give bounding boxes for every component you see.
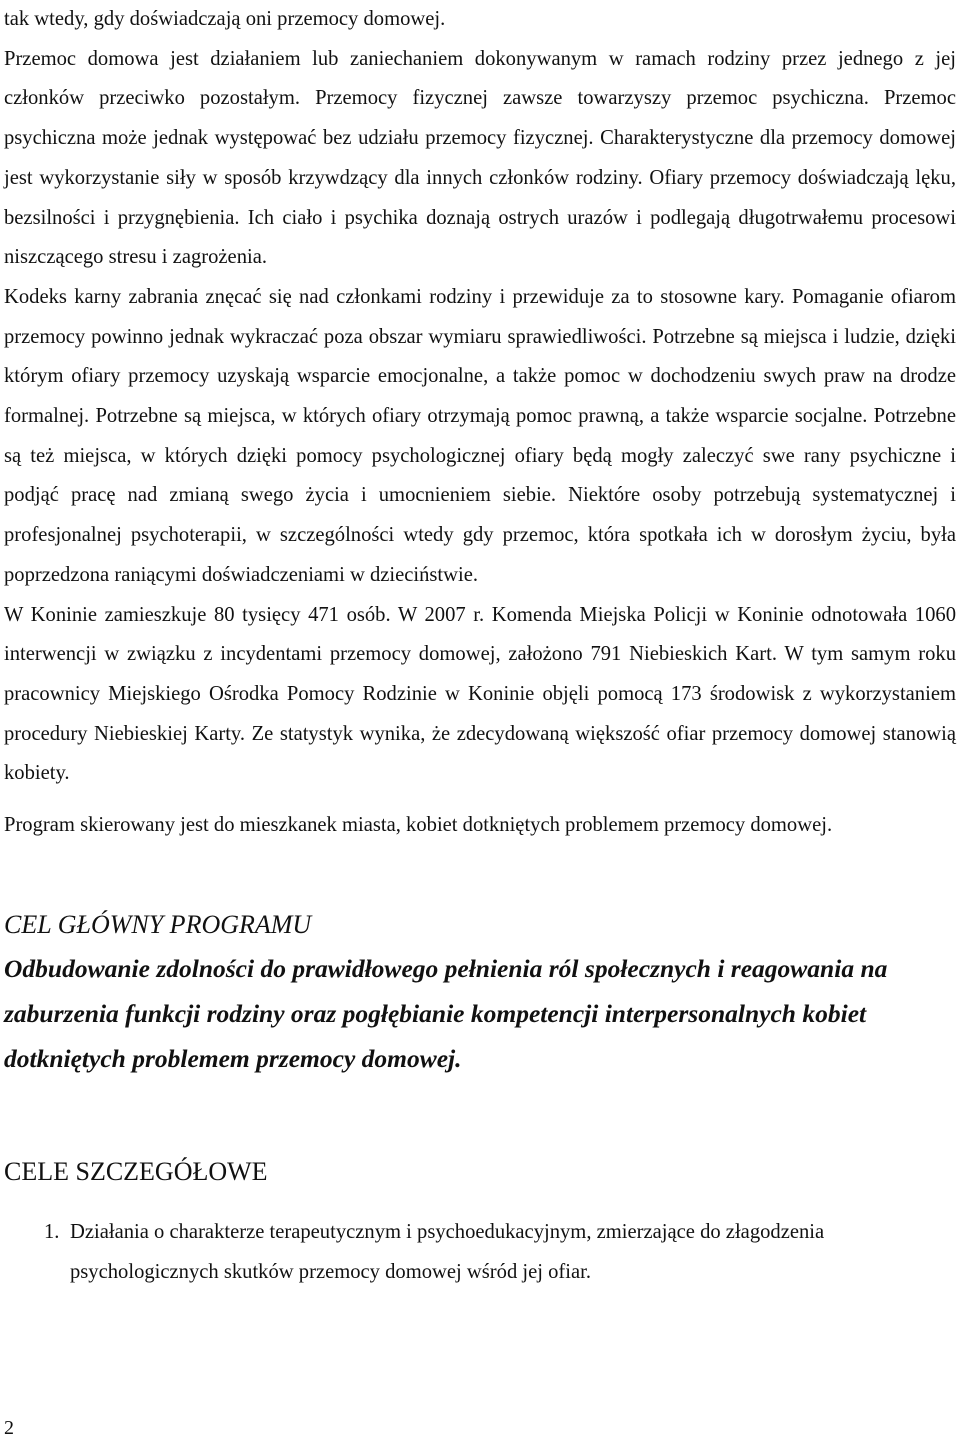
document-page — [4, 0, 956, 1292]
detailed-goals-list — [4, 1213, 956, 1292]
paragraph-program-target: Program skierowany jest do mieszkanek miasta, kobiet dotkniętych problemem przemocy domowej. — [4, 814, 833, 837]
main-goal-heading: CEL GŁÓWNY PROGRAMU — [4, 910, 312, 940]
detailed-goals-heading: CELE SZCZEGÓŁOWE — [4, 1157, 268, 1187]
main-goal-text: Odbudowanie zdolności do prawidłowego pełnienia ról społecznych i reagowania na zaburzenia funkcji rodziny oraz pogłębianie kompetencji interpersonalnych kobiet dotkniętych problemem przemocy domowej. — [4, 954, 888, 1074]
paragraph-intro-line: tak wtedy, gdy doświadczają oni przemocy domowej. — [4, 8, 446, 30]
paragraph-domestic-violence-definition: Przemoc domowa jest działaniem lub zaniechaniem dokonywanym w ramach rodziny przez jednego z jej członków przeciwko pozostałym. Przemocy fizycznej zawsze towarzyszy przemoc psychiczna. Przemoc psychiczna może jednak występować bez udziału przemocy fizycznej. Charakterystyczne dla przemocy domowej jest wykorzystanie siły w sposób krzywdzący dla innych członków rodziny. Ofiary przemocy doświadczają lęku, bezsilności i przygnębienia. Ich ciało i psychika doznają ostrych urazów i podlegają długotrwałemu procesowi niszczącego stresu i zagrożenia. — [4, 47, 956, 269]
detailed-goal-text: Działania o charakterze terapeutycznym i psychoedukacyjnym, zmierzające do złagodzenia psychologicznych skutków przemocy domowej wśród jej ofiar. — [70, 1221, 825, 1283]
paragraph-criminal-code: Kodeks karny zabrania znęcać się nad członkami rodziny i przewiduje za to stosowne kary. Pomaganie ofiarom przemocy powinno jednak wykraczać poza obszar wymiaru sprawiedliwości. Potrzebne są miejsca i ludzie, dzięki którym ofiary przemocy uzyskają wsparcie emocjonalne, a także pomoc w dochodzeniu swych praw na drodze formalnej. Potrzebne są miejsca, w których ofiary otrzymają pomoc prawną, a także wsparcie socjalne. Potrzebne są też miejsca, w których dzięki pomocy psychologicznej ofiary będą mogły zaleczyć swe rany psychiczne i podjąć pracę nad zmianą swego życia i umocnieniem siebie. Niektóre osoby potrzebują systematycznej i profesjonalnej psychoterapii, w szczególności wtedy gdy przemoc, która spotkała ich w dorosłym życiu, była poprzedzona raniącymi doświadczeniami w dzieciństwie. — [4, 285, 956, 586]
page-number: 2 — [4, 1417, 14, 1439]
detailed-goal-item — [4, 1213, 956, 1292]
detailed-goal-number: 1. — [44, 1221, 60, 1244]
paragraph-konin-statistics: W Koninie zamieszkuje 80 tysięcy 471 osób. W 2007 r. Komenda Miejska Policji w Koninie odnotowała 1060 interwencji w związku z incydentami przemocy domowej, założono 791 Niebieskich Kart. W tym samym roku pracownicy Miejskiego Ośrodka Pomocy Rodzinie w Koninie objęli pomocą 173 środowisk z wykorzystaniem procedury Niebieskiej Karty. Ze statystyk wynika, że zdecydowaną większość ofiar przemocy domowej stanowią kobiety. — [4, 603, 956, 785]
